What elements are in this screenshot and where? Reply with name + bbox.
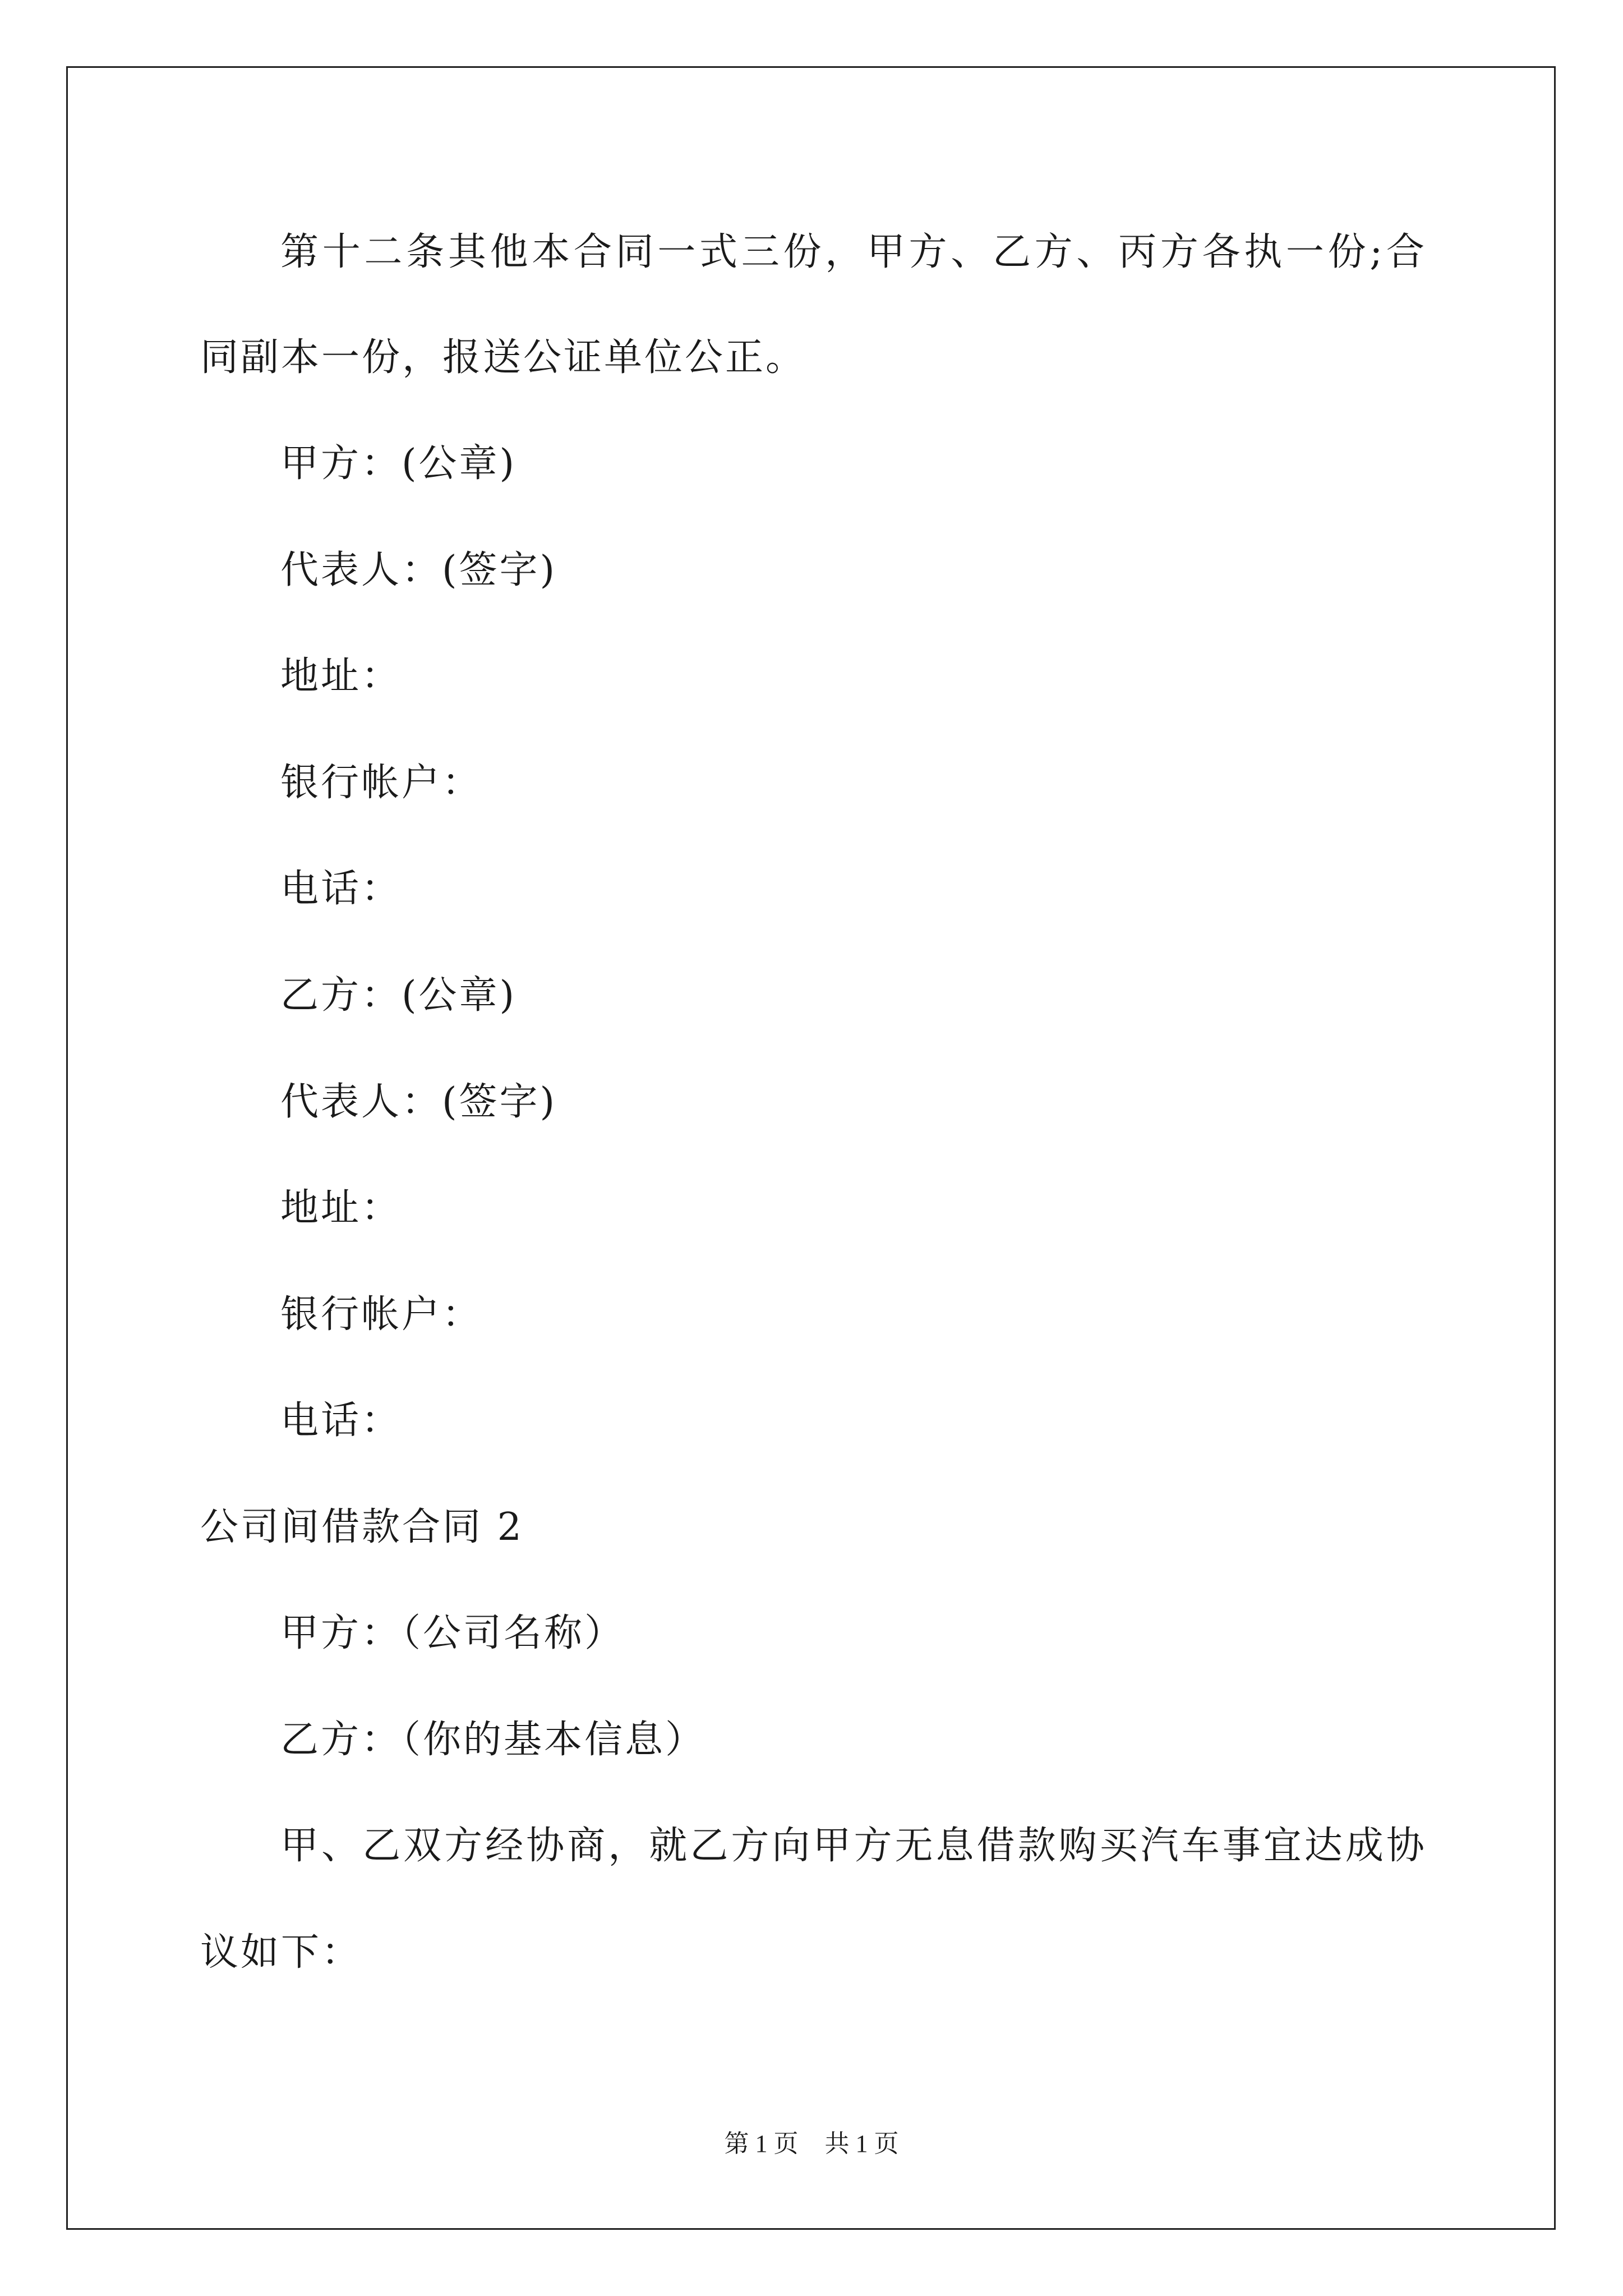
party-b-basic-info: 乙方：（你的基本信息） [280,1718,706,1762]
page-number-current: 第 1 页 [724,2130,799,2157]
party-b-seal: 乙方：(公章) [280,973,517,1018]
party-a-seal: 甲方：(公章) [280,441,517,486]
section-heading: 公司间借款合同 2 [200,1505,524,1549]
party-a-phone: 电话： [280,867,402,911]
clause-12-line-2: 同副本一份，报送公证单位公正。 [200,335,806,380]
agreement-line-2: 议如下： [200,1930,362,1975]
page-border [66,66,1556,2230]
party-a-representative: 代表人：(签字) [280,548,557,592]
party-a-company-name: 甲方：（公司名称） [280,1611,625,1655]
party-a-address: 地址： [280,654,402,698]
party-b-representative: 代表人：(签字) [280,1080,557,1124]
party-b-phone: 电话： [280,1398,402,1443]
page-footer [0,2132,1623,2156]
party-b-address: 地址： [280,1186,402,1230]
party-a-bank-account: 银行帐户： [280,761,483,805]
party-b-bank-account: 银行帐户： [280,1292,483,1337]
agreement-line-1: 甲 、 乙 双 方 经 协 商 ， 就 乙 方 向 甲 方 无 息 借 款 购 买 汽 车 事 宜 达 成 协 [280,1824,1424,1868]
clause-12-line-1: 第 十 二 条 其 他 本 合 同 一 式 三 份 ， 甲 方 、 乙 方 、 丙 方 各 执 一 份 ; 合 [280,230,1424,274]
page-number-total: 共 1 页 [824,2130,899,2157]
